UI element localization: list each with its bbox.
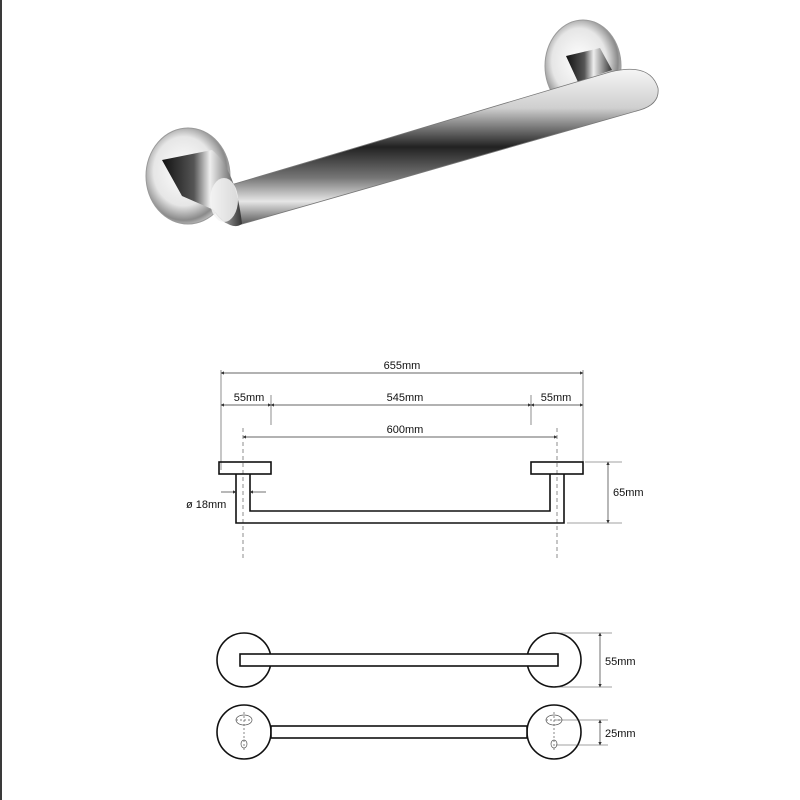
top-bar bbox=[240, 654, 558, 666]
left-bar-end-highlight bbox=[210, 178, 238, 222]
label-center-to-center: 600mm bbox=[386, 424, 424, 436]
front-view-labels bbox=[186, 360, 644, 511]
mount-view-drawing bbox=[217, 705, 608, 759]
label-middle-span: 545mm bbox=[386, 392, 424, 404]
front-u-bar-outer bbox=[236, 474, 564, 523]
label-bar-diameter: ø 18mm bbox=[186, 499, 227, 511]
mount-bar bbox=[271, 726, 527, 738]
front-left-rosette bbox=[219, 462, 271, 474]
top-view-drawing bbox=[217, 633, 612, 687]
label-rosette-diameter: 55mm bbox=[605, 656, 636, 668]
label-right-end: 55mm bbox=[540, 392, 572, 404]
product-render bbox=[146, 20, 658, 226]
label-rosette-height: 25mm bbox=[605, 728, 636, 740]
front-u-bar-inner bbox=[250, 474, 550, 511]
label-left-end: 55mm bbox=[233, 392, 265, 404]
chrome-bar bbox=[214, 69, 658, 225]
label-projection: 65mm bbox=[613, 487, 644, 499]
label-overall-width: 655mm bbox=[383, 360, 421, 372]
